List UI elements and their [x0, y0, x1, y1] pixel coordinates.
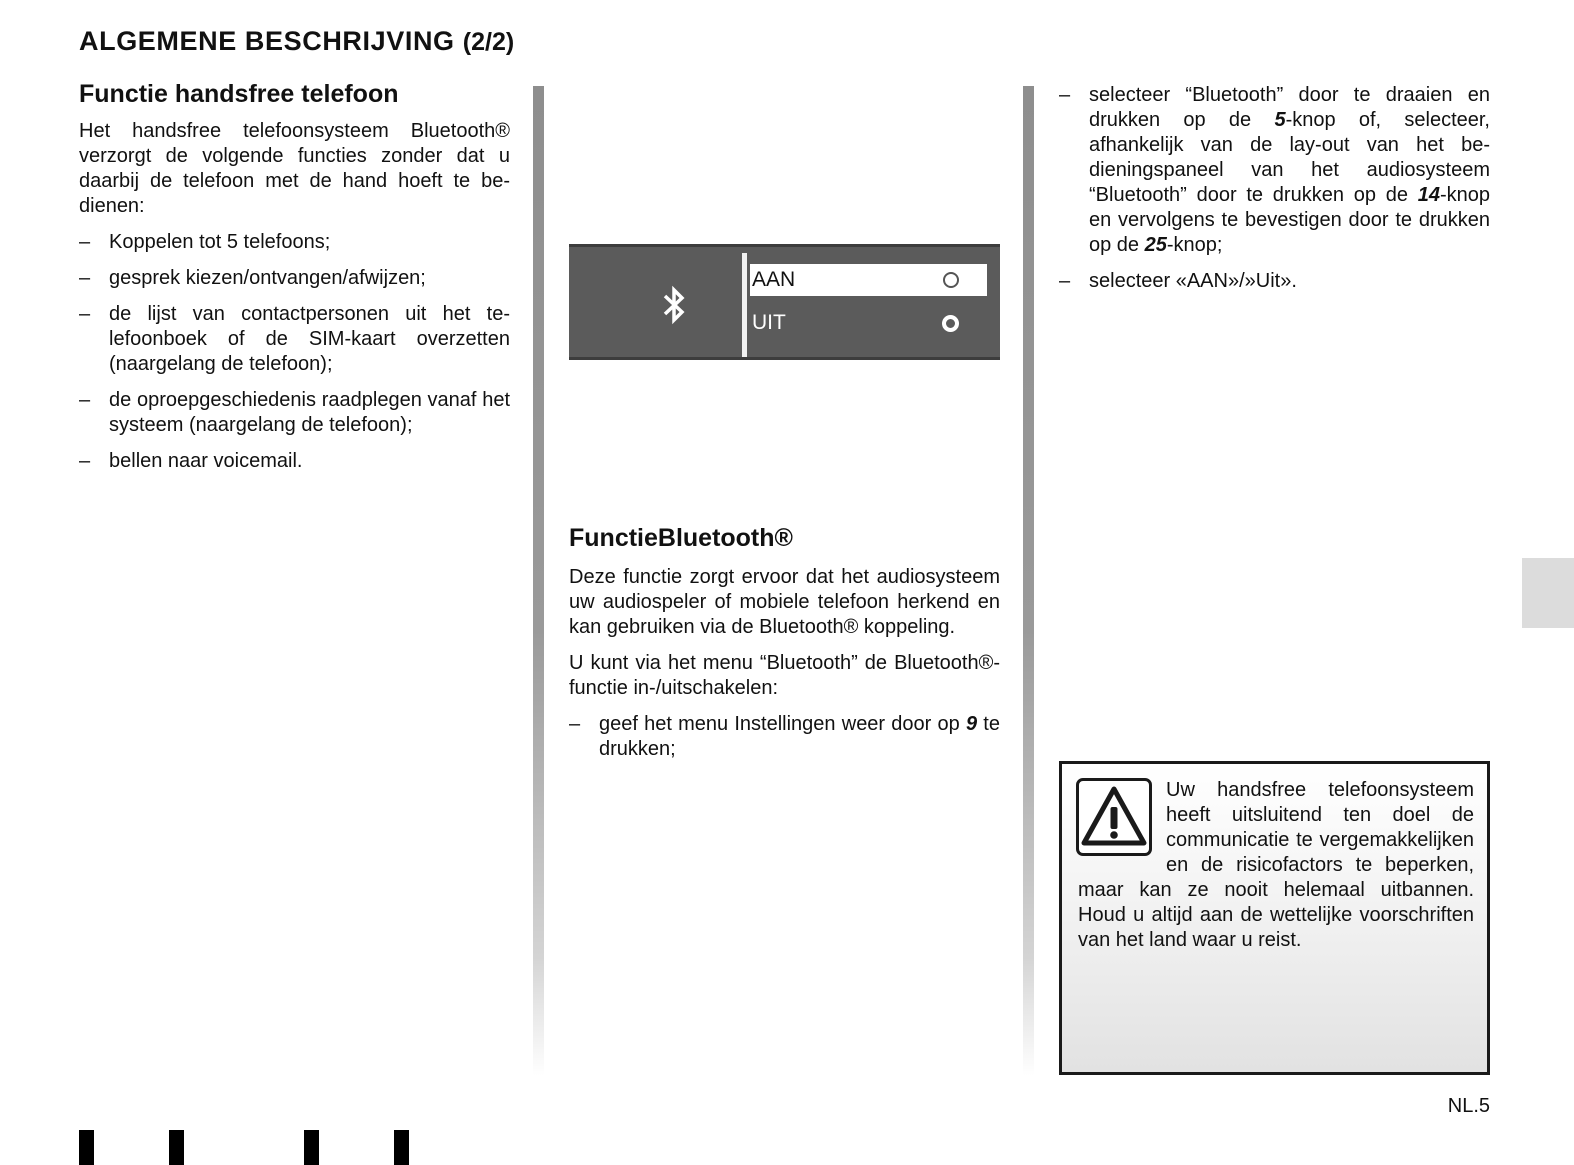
bluetooth-steps	[569, 712, 1000, 762]
column-handsfree	[79, 82, 510, 485]
key-number: 9	[965, 713, 978, 735]
screen-separator	[742, 253, 747, 357]
step-text: te drukken;	[599, 713, 1000, 760]
crop-mark	[79, 1130, 94, 1165]
bluetooth-para-1: Deze functie zorgt ervoor dat het audiosysteem uw audiospeler of mobiele telefoon herkend en kan gebruiken via de Bluetooth® koppeling.	[569, 566, 1000, 638]
step-text: -knop;	[1166, 234, 1223, 256]
column-divider-right	[1023, 86, 1034, 1076]
option-aan-label: AAN	[752, 268, 796, 291]
list-item: – gesprek kiezen/ontvangen/afwijzen;	[79, 266, 510, 291]
column-divider-left	[533, 86, 544, 1076]
page-part: (2/2)	[462, 28, 515, 56]
list-item: – Koppelen tot 5 telefoons;	[79, 230, 510, 255]
page-title	[79, 26, 514, 57]
page-number: NL.5	[1447, 1095, 1490, 1117]
key-number: 5	[1274, 109, 1286, 131]
warning-box	[1059, 761, 1490, 1075]
radio-icon	[942, 315, 959, 332]
option-aan[interactable]	[750, 264, 987, 296]
key-number: 14	[1417, 184, 1440, 206]
bluetooth-settings-screen	[569, 244, 1000, 360]
crop-mark	[304, 1130, 319, 1165]
step-text: selecteer “Bluetooth” door te draaien en drukken op de	[1089, 84, 1490, 131]
radio-icon	[943, 272, 959, 288]
column-bluetooth	[569, 526, 1000, 773]
bluetooth-para-2: U kunt via het menu “Bluetooth” de Bluetooth®-functie in-/uitschakelen:	[569, 652, 1000, 699]
section-heading-bluetooth: FunctieBluetooth®	[569, 524, 793, 552]
list-item	[569, 712, 1000, 762]
list-item: – de oproepgeschiedenis raadplegen vanaf het systeem (naargelang de telefoon);	[79, 388, 510, 438]
column-steps	[1059, 83, 1490, 305]
warning-text-block	[1078, 778, 1474, 953]
list-item: – bellen naar voicemail.	[79, 449, 510, 474]
step-text: geef het menu Instellingen weer door op	[599, 713, 966, 735]
warning-text: Uw handsfree telefoonsysteem heeft uitsluitend ten doel de communicatie te vergemakkelijken en de risicofactors te beperken, maar kan ze nooit helemaal uitbannen. Houd u altijd aan de wettelijke voorschriften van het land waar u reist.	[1078, 779, 1474, 951]
key-number: 25	[1144, 234, 1167, 256]
handsfree-feature-list	[79, 230, 510, 474]
section-tab	[1522, 558, 1574, 628]
section-heading-handsfree: Functie handsfree telefoon	[79, 80, 399, 108]
option-uit-label: UIT	[752, 311, 786, 334]
option-uit[interactable]	[750, 307, 987, 339]
list-item	[1059, 83, 1490, 258]
bluetooth-icon	[661, 285, 687, 325]
page-title-text: ALGEMENE BESCHRIJVING	[79, 26, 455, 56]
handsfree-intro: Het handsfree telefoonsysteem Bluetooth® verzorgt de volgende functies zonder dat u daarbij de telefoon met de hand hoeft te bedienen:	[79, 120, 510, 217]
bluetooth-steps-continued	[1059, 83, 1490, 294]
list-item: – selecteer «AAN»/»Uit».	[1059, 269, 1490, 294]
step-text: -knop of, selecteer, afhankelijk van de lay-out van het bedieningspaneel van het audiosysteem “Bluetooth” door te drukken op de	[1089, 109, 1490, 206]
crop-mark	[169, 1130, 184, 1165]
step-text: -knop en vervolgens te bevestigen door te drukken op de	[1089, 184, 1490, 256]
list-item: – de lijst van contactpersonen uit het telefoonboek of de SIM-kaart overzetten (naargelang de telefoon);	[79, 302, 510, 377]
crop-mark	[394, 1130, 409, 1165]
